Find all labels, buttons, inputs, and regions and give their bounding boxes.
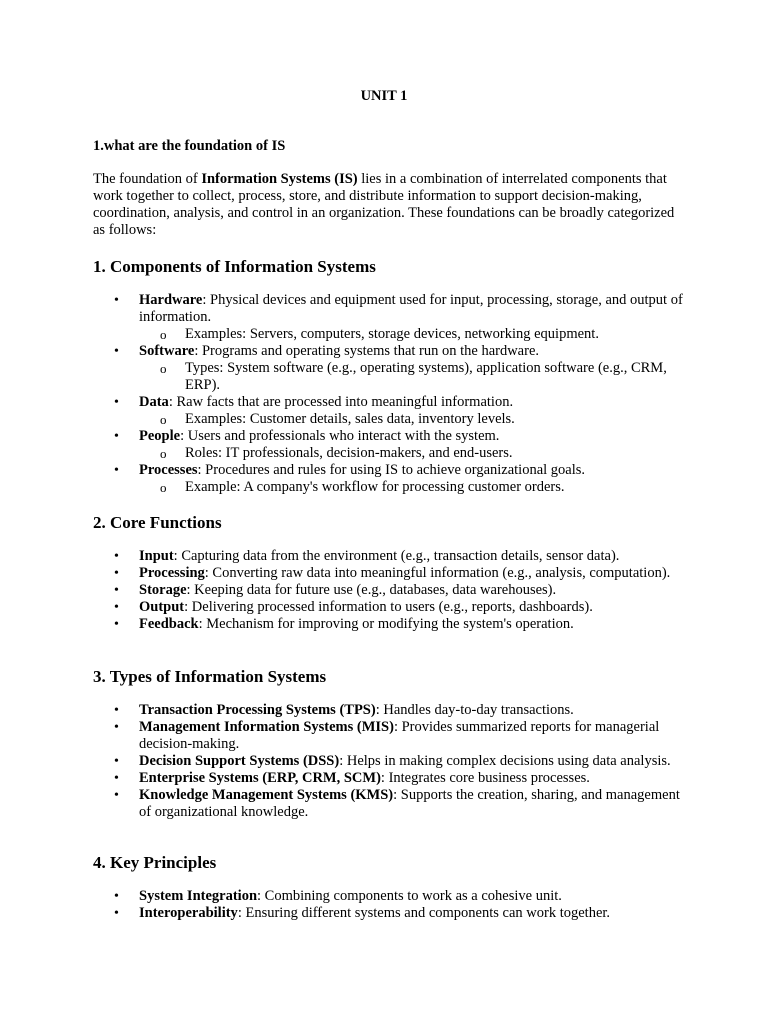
bullet-list <box>93 292 683 496</box>
section-heading: 3. Types of Information Systems <box>93 667 327 686</box>
section-heading: 1. Components of Information Systems <box>93 257 376 276</box>
sub-list <box>139 479 683 496</box>
item-desc: : Helps in making complex decisions using data analysis. <box>339 753 671 769</box>
list-item <box>93 888 683 905</box>
item-desc: : Ensuring different systems and components can work together. <box>237 905 611 921</box>
item-term: Storage <box>139 582 187 598</box>
item-term: Processing <box>139 565 205 581</box>
intro-text-start: The foundation of <box>93 171 202 187</box>
item-desc: : Converting raw data into meaningful information (e.g., analysis, computation). <box>204 565 671 581</box>
intro-text-end: lies in a combination of interrelated components that work together to collect, process, store, and distribute information to support decision-making, coordination, analysis, and control in an organization. These foundations can be broadly categorized as follows: <box>93 171 675 238</box>
item-term: Processes <box>139 462 198 478</box>
sub-list <box>139 445 683 462</box>
list-item <box>93 292 683 343</box>
item-desc: : Mechanism for improving or modifying the system's operation. <box>198 616 574 632</box>
section-key-principles <box>93 853 683 922</box>
item-term: Output <box>139 599 185 615</box>
item-desc: : Raw facts that are processed into meaningful information. <box>168 394 514 410</box>
list-item <box>93 565 683 582</box>
item-term: Decision Support Systems (DSS) <box>139 753 340 769</box>
item-term: Data <box>139 394 169 410</box>
item-desc: : Integrates core business processes. <box>380 770 590 786</box>
item-desc: : Procedures and rules for using IS to achieve organizational goals. <box>197 462 586 478</box>
item-term: Hardware <box>139 292 203 308</box>
bullet-list <box>93 548 683 633</box>
unit-title: UNIT 1 <box>360 88 408 104</box>
section-core-functions <box>93 513 683 633</box>
item-term: Knowledge Management Systems (KMS) <box>139 787 394 803</box>
item-desc: : Programs and operating systems that run on the hardware. <box>194 343 540 359</box>
bullet-list <box>93 888 683 922</box>
item-desc: : Users and professionals who interact with the system. <box>180 428 500 444</box>
section-heading: 2. Core Functions <box>93 513 222 532</box>
list-item <box>93 753 683 770</box>
item-term: Input <box>139 548 174 564</box>
intro-paragraph <box>93 171 683 239</box>
list-item <box>93 343 683 394</box>
item-term: Software <box>139 343 195 359</box>
sub-list <box>139 360 683 394</box>
list-item <box>93 719 683 753</box>
list-item <box>93 582 683 599</box>
item-term: System Integration <box>139 888 258 904</box>
list-item <box>93 599 683 616</box>
sub-list-item: o Examples: Servers, computers, storage devices, networking equipment. <box>139 326 683 343</box>
sub-list <box>139 411 683 428</box>
list-item <box>93 702 683 719</box>
item-desc: : Supports the creation, sharing, and management of organizational knowledge. <box>139 787 680 820</box>
item-desc: : Physical devices and equipment used for input, processing, storage, and output of information. <box>139 292 683 325</box>
sub-list-item: o Roles: IT professionals, decision-makers, and end-users. <box>139 445 683 462</box>
list-item <box>93 787 683 821</box>
item-desc: : Delivering processed information to users (e.g., reports, dashboards). <box>184 599 593 615</box>
list-item <box>93 548 683 565</box>
list-item <box>93 770 683 787</box>
bullet-list <box>93 702 683 821</box>
item-term: Enterprise Systems (ERP, CRM, SCM) <box>139 770 381 786</box>
item-term: Interoperability <box>139 905 238 921</box>
sub-list-item: o Types: System software (e.g., operating systems), application software (e.g., CRM, ERP). <box>139 360 683 394</box>
list-item <box>93 905 683 922</box>
sub-list-item: o Example: A company's workflow for processing customer orders. <box>139 479 683 496</box>
section-components <box>93 257 683 496</box>
item-term: People <box>139 428 181 444</box>
list-item <box>93 394 683 428</box>
sub-list <box>139 326 683 343</box>
section-types <box>93 667 683 821</box>
list-item <box>93 462 683 496</box>
item-desc: : Keeping data for future use (e.g., databases, data warehouses). <box>186 582 557 598</box>
item-term: Feedback <box>139 616 199 632</box>
intro-bold-term: Information Systems (IS) <box>201 171 358 187</box>
item-desc: : Handles day-to-day transactions. <box>375 702 574 718</box>
item-desc: : Capturing data from the environment (e.g., transaction details, sensor data). <box>173 548 620 564</box>
sub-list-item: o Examples: Customer details, sales data, inventory levels. <box>139 411 683 428</box>
item-desc: : Provides summarized reports for managerial decision-making. <box>139 719 660 752</box>
section-heading: 4. Key Principles <box>93 853 217 872</box>
question-heading: 1.what are the foundation of IS <box>93 138 286 154</box>
item-term: Management Information Systems (MIS) <box>139 719 394 735</box>
list-item <box>93 616 683 633</box>
item-term: Transaction Processing Systems (TPS) <box>139 702 376 718</box>
list-item <box>93 428 683 462</box>
item-desc: : Combining components to work as a cohesive unit. <box>257 888 562 904</box>
